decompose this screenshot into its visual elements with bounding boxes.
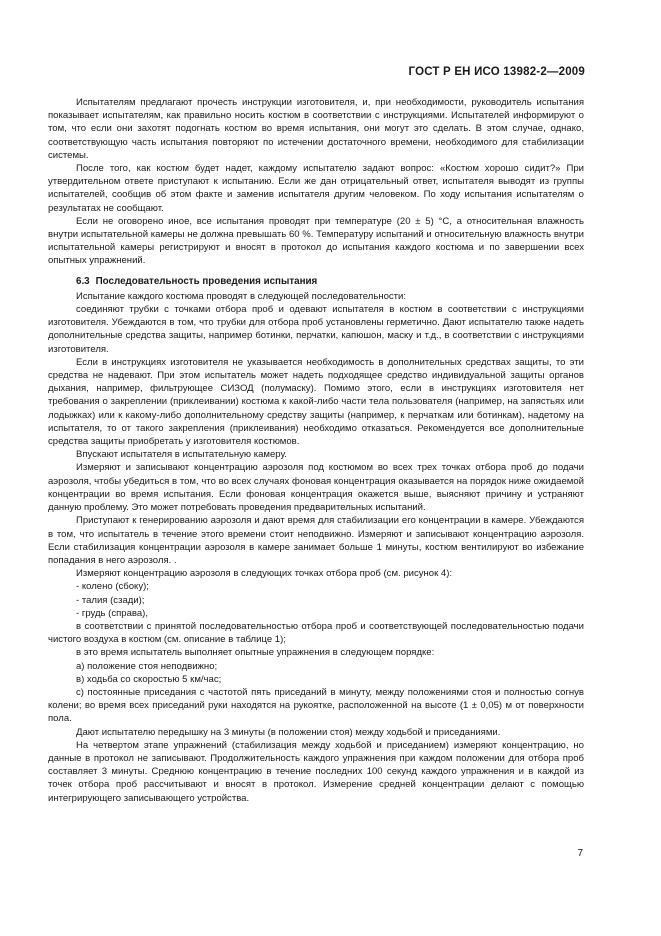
- list-item: - грудь (справа),: [76, 607, 149, 619]
- paragraph: Если в инструкциях изготовителя не указывается необходимость в дополнительных средствах защиты, то эти средства не надевают. При этом испытатель может надеть подходящее средство индивидуальной защиты органов дыхания, например, фильтрующее СИЗОД (полумаску). Помимо этого, если в инструкциях изготовителя нет требования о закреплении (приклеивании) костюма к какой-либо части тела пользователя (например, на запястьях или лодыжках) или к какому-либо дополнительному средству защиты (например, к перчаткам или ботинкам), надетому на испытателя, то от такого закрепления (приклеивания) необходимо отказаться. Рекомендуется все дополнительные средства защиты приобретать у изготовителя костюмов.: [48, 356, 584, 448]
- paragraph: в соответствии с принятой последовательностью отбора проб и соответствующей последовательностью подачи чистого воздуха в костюм (см. описание в таблице 1);: [48, 620, 584, 646]
- paragraph: в это время испытатель выполняет опытные упражнения в следующем порядке:: [76, 647, 435, 659]
- paragraph: На четвертом этапе упражнений (стабилизация между ходьбой и приседанием) измеряют концентрацию, но данные в протокол не записывают. Продолжительность каждого упражнения при каждом положении для отбора проб составляет 3 минуты. Среднюю концентрацию в течение последних 100 секунд каждого упражнения и в каждой из точек отбора проб рассчитывают и вносят в протокол. Измерение средней концентрации делают с помощью интегрирующего записывающего устройства.: [48, 739, 584, 804]
- paragraph: Испытателям предлагают прочесть инструкции изготовителя, и, при необходимости, руководитель испытания показывает испытателям, как правильно носить костюм в соответствии с инструкциями. Испытателей информируют о том, что если они захотят подогнать костюм во время испытания, они могут это сделать. В этом случае, однако, соответствующую часть испытания повторяют по истечении достаточного времени, необходимого для стабилизации системы.: [48, 97, 584, 161]
- paragraph: Измеряют и записывают концентрацию аэрозоля под костюмом во всех трех точках отбора проб до подачи аэрозоля, чтобы убедиться в том, что во всех случаях фоновая концентрация оказывается на порядок ниже ожидаемой концентрации во время испытания. Если фоновая концентрация окажется выше, выясняют причину и устраняют данную проблему. Это может потребовать проведения предварительных испытаний.: [48, 462, 584, 514]
- section-heading: [48, 275, 584, 288]
- document-body: [48, 96, 584, 805]
- paragraph: Впускают испытателя в испытательную камеру.: [76, 449, 287, 461]
- page-number: 7: [577, 848, 583, 859]
- paragraph: Испытание каждого костюма проводят в следующей последовательности:: [76, 290, 407, 302]
- section-title: Последовательность проведения испытания: [95, 275, 318, 287]
- paragraph: соединяют трубки с точками отбора проб и одевают испытателя в костюм в соответствии с инструкциями изготовителя. Убеждаются в том, что трубки для отбора проб установлены герметично. Дают испытателю также надеть дополнительные средства защиты, например ботинки, перчатки, капюшон, маску и т.д., в соответствии с инструкциями изготовителя.: [48, 304, 584, 355]
- paragraph: Приступают к генерированию аэрозоля и дают время для стабилизации его концентрации в камере. Убеждаются в том, что испытатель в течение этого времени стоит неподвижно. Измеряют и записывают концентрацию аэрозоля. Если стабилизация концентрации аэрозоля в камере занимает больше 1 минуты, костюм вентилируют во избежание попадания в него аэрозоля. .: [48, 515, 584, 566]
- list-item: с) постоянные приседания с частотой пять приседаний в минуту, между положениями стоя и полностью согнув колени; во время всех приседаний руки находятся на рукоятке, расположенной на высоте (1 ± 0,05) м от поверхности пола.: [48, 686, 584, 725]
- document-header: ГОСТ Р ЕН ИСО 13982-2—2009: [408, 66, 585, 78]
- list-item: - талия (сзади);: [76, 594, 145, 606]
- paragraph: Дают испытателю передышку на 3 минуты (в положении стоя) между ходьбой и приседаниями.: [76, 726, 501, 738]
- list-item: а) положение стоя неподвижно;: [76, 660, 218, 672]
- list-item: - колено (сбоку);: [76, 581, 149, 593]
- paragraph: Если не оговорено иное, все испытания проводят при температуре (20 ± 5) °С, а относительная влажность внутри испытательной камеры не должна превышать 60 %. Температуру испытаний и относительную влажность внутри испытательной камеры регистрируют и вносят в протокол до испытания каждого костюма и по завершении всех опытных упражнений.: [48, 215, 584, 267]
- paragraph: Измеряют концентрацию аэрозоля в следующих точках отбора проб (см. рисунок 4):: [76, 568, 453, 580]
- list-item: в) ходьба со скоростью 5 км/час;: [76, 673, 222, 685]
- section-number: 6.3: [76, 275, 90, 287]
- paragraph: После того, как костюм будет надет, каждому испытателю задают вопрос: «Костюм хорошо сидит?» При утвердительном ответе приступают к испытанию. Если же дан отрицательный ответ, испытателя выводят из группы испытателей, сообщив об этом факте и заменив испытателя другим человеком. По ходу испытания испытателям о результатах не сообщают.: [48, 163, 584, 214]
